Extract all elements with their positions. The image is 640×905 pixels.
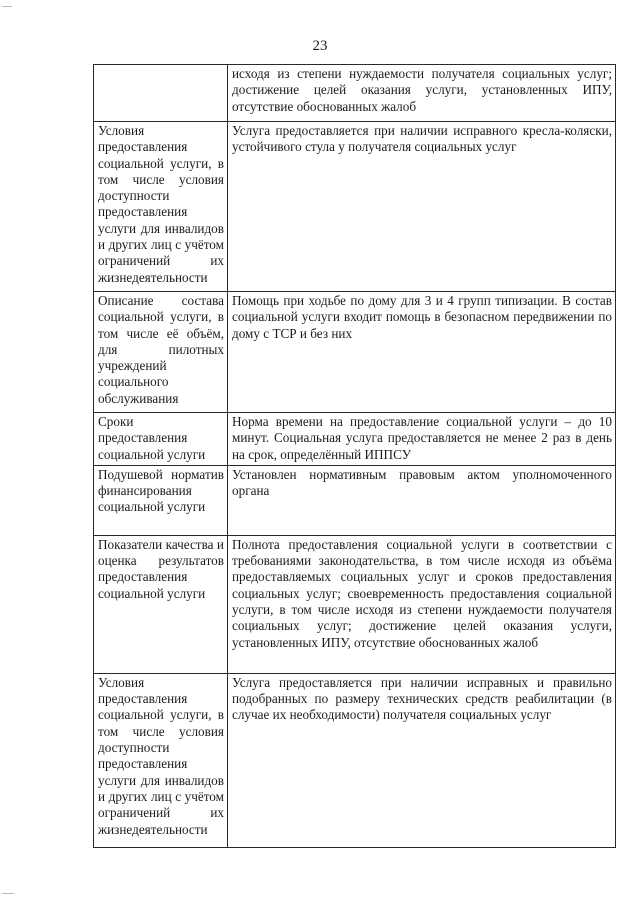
table-row	[94, 673, 616, 847]
row-text: Услуга предоставляется при наличии исправного кресла-коляски, устойчивого стула у получателя социальных услуг	[228, 122, 616, 292]
row-text: Услуга предоставляется при наличии исправных и правильно подобранных по размеру технических средств реабилитации (в случае их необходимости) получателя социальных услуг	[228, 673, 616, 847]
scan-mark-top-left	[2, 6, 12, 7]
row-text: Помощь при ходьбе по дому для 3 и 4 групп типизации. В состав социальной услуги входит помощь в безопасном передвижении по дому с ТСР и без них	[228, 292, 616, 413]
row-label: Условия предоставления социальной услуги, в том числе условия доступности предоставления услуги для инвалидов и других лиц с учётом ограничений их жизнедеятельности	[94, 673, 228, 847]
table-row	[94, 292, 616, 413]
table-row	[94, 65, 616, 122]
row-label: Подушевой норматив финансирования социальной услуги	[94, 465, 228, 535]
row-text: Норма времени на предоставление социальной услуги – до 10 минут. Социальная услуга предоставляется не менее 2 раз в день на срок, определённый ИППСУ	[228, 413, 616, 466]
row-label: Описание состава социальной услуги, в том числе её объём, для пилотных учреждений социального обслуживания	[94, 292, 228, 413]
table-row	[94, 122, 616, 292]
row-label: Условия предоставления социальной услуги, в том числе условия доступности предоставления услуги для инвалидов и других лиц с учётом ограничений их жизнедеятельности	[94, 122, 228, 292]
scan-mark-bottom-left	[2, 893, 14, 894]
row-text: Установлен нормативным правовым актом уполномоченного органа	[228, 465, 616, 535]
table-row	[94, 413, 616, 466]
page-number: 23	[312, 38, 328, 54]
row-text: Полнота предоставления социальной услуги в соответствии с требованиями законодательства, в том числе исходя из объёма предоставляемых социальных услуг и сроков предоставления социальных услуг; своевременность предоставления социальной услуги, в том числе исходя из степени нуждаемости получателя социальных услуг; достижение целей оказания услуги, установленных ИПУ, отсутствие обоснованных жалоб	[228, 535, 616, 673]
table-row	[94, 465, 616, 535]
service-table	[93, 64, 616, 848]
row-label	[94, 65, 228, 122]
row-label: Сроки предоставления социальной услуги	[94, 413, 228, 466]
table-row	[94, 535, 616, 673]
row-label: Показатели качества и оценка результатов предоставления социальной услуги	[94, 535, 228, 673]
row-text: исходя из степени нуждаемости получателя социальных услуг; достижение целей оказания услуги, установленных ИПУ, отсутствие обоснованных жалоб	[228, 65, 616, 122]
